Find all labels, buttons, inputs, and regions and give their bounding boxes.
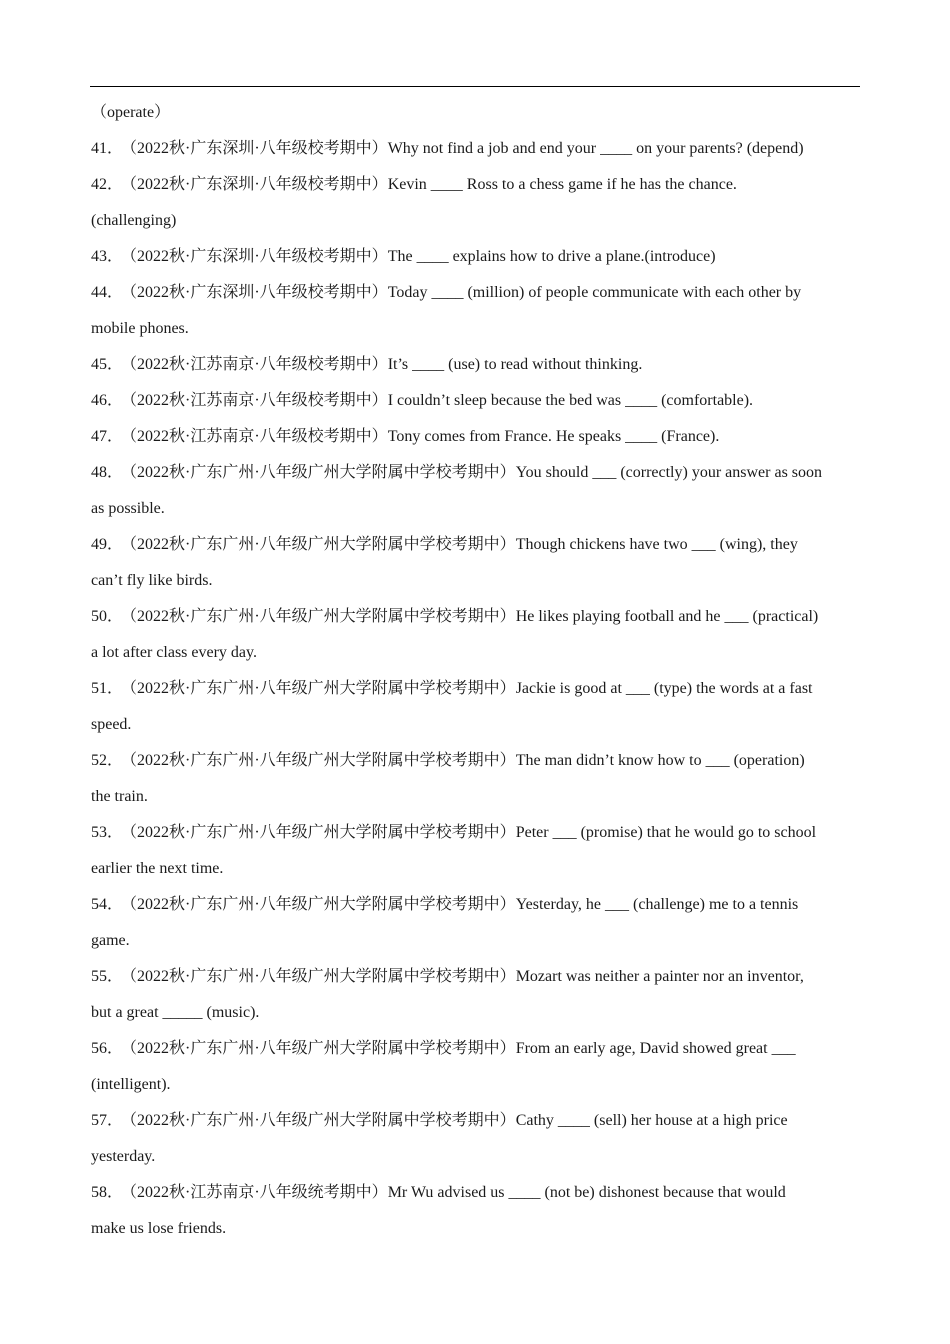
question-text: Yesterday, he ___ (challenge) me to a tennis [515, 896, 799, 913]
question-line [91, 1031, 861, 1067]
question-number: 42． [91, 176, 124, 193]
question-text-continued: game. [91, 932, 130, 949]
question-text-continued: (intelligent). [91, 1076, 171, 1093]
question-item [91, 887, 861, 959]
question-text: Today ____ (million) of people communicate with each other by [387, 284, 802, 301]
question-text: Peter ___ (promise) that he would go to school [515, 824, 817, 841]
question-line [91, 743, 861, 779]
question-number: 43． [91, 248, 124, 265]
question-number: 57． [91, 1112, 124, 1129]
question-item [91, 347, 861, 383]
question-text-continued: make us lose friends. [91, 1220, 227, 1237]
question-source: （2022秋·广东广州·八年级广州大学附属中学校考期中） [129, 608, 516, 625]
question-source: （2022秋·广东深圳·八年级校考期中） [129, 284, 388, 301]
question-source: （2022秋·广东广州·八年级广州大学附属中学校考期中） [129, 896, 516, 913]
question-source: （2022秋·广东深圳·八年级校考期中） [129, 248, 388, 265]
question-item [91, 671, 861, 743]
question-text-continued: can’t fly like birds. [91, 572, 213, 589]
question-list [91, 95, 861, 1247]
question-number: 56． [91, 1040, 124, 1057]
question-line [91, 275, 861, 311]
question-item [91, 599, 861, 671]
question-item [91, 455, 861, 527]
question-item [91, 1175, 861, 1247]
question-text: You should ___ (correctly) your answer as soon [515, 464, 823, 481]
questions-container [91, 131, 861, 1247]
question-number: 55． [91, 968, 124, 985]
question-line [91, 959, 861, 995]
question-item [91, 527, 861, 599]
question-line [91, 887, 861, 923]
question-number: 53． [91, 824, 124, 841]
question-text-continued: speed. [91, 716, 132, 733]
question-text: Though chickens have two ___ (wing), they [515, 536, 798, 553]
question-number: 47． [91, 428, 124, 445]
question-text-continued: the train. [91, 788, 148, 805]
header-rule [90, 86, 860, 87]
question-item [91, 275, 861, 347]
question-text: From an early age, David showed great ___ [515, 1040, 796, 1057]
question-source: （2022秋·江苏南京·八年级校考期中） [129, 392, 388, 409]
question-source: （2022秋·广东广州·八年级广州大学附属中学校考期中） [129, 680, 516, 697]
question-number: 51． [91, 680, 124, 697]
question-text-continued: earlier the next time. [91, 860, 224, 877]
question-item [91, 743, 861, 815]
question-number: 52． [91, 752, 124, 769]
continuation-text: （operate） [91, 104, 171, 121]
question-line [91, 527, 861, 563]
question-text: Tony comes from France. He speaks ____ (France). [387, 428, 720, 445]
question-source: （2022秋·广东深圳·八年级校考期中） [129, 140, 388, 157]
question-number: 50． [91, 608, 124, 625]
question-text: The ____ explains how to drive a plane.(introduce) [387, 248, 716, 265]
question-text-continued: (challenging) [91, 212, 177, 229]
question-source: （2022秋·广东广州·八年级广州大学附属中学校考期中） [129, 1112, 516, 1129]
question-source: （2022秋·广东深圳·八年级校考期中） [129, 176, 388, 193]
question-number: 49． [91, 536, 124, 553]
question-text-continued: yesterday. [91, 1148, 156, 1165]
question-source: （2022秋·广东广州·八年级广州大学附属中学校考期中） [129, 464, 516, 481]
question-source: （2022秋·江苏南京·八年级校考期中） [129, 428, 388, 445]
question-item [91, 167, 861, 239]
question-number: 58． [91, 1184, 124, 1201]
question-line [91, 599, 861, 635]
question-text: Mozart was neither a painter nor an inventor, [515, 968, 804, 985]
question-line [91, 167, 861, 203]
question-line [91, 347, 861, 383]
question-source: （2022秋·广东广州·八年级广州大学附属中学校考期中） [129, 968, 516, 985]
question-text: It’s ____ (use) to read without thinking. [387, 356, 643, 373]
question-line [91, 1103, 861, 1139]
question-source: （2022秋·江苏南京·八年级校考期中） [129, 356, 388, 373]
question-line [91, 419, 861, 455]
question-source: （2022秋·江苏南京·八年级统考期中） [129, 1184, 388, 1201]
question-number: 45． [91, 356, 124, 373]
question-item [91, 239, 861, 275]
question-source: （2022秋·广东广州·八年级广州大学附属中学校考期中） [129, 752, 516, 769]
question-text: Why not find a job and end your ____ on your parents? (depend) [387, 140, 804, 157]
question-source: （2022秋·广东广州·八年级广州大学附属中学校考期中） [129, 824, 516, 841]
question-item [91, 959, 861, 1031]
question-item [91, 1031, 861, 1103]
question-line [91, 455, 861, 491]
question-text-continued: as possible. [91, 500, 165, 517]
question-text: The man didn’t know how to ___ (operation) [515, 752, 805, 769]
question-text: Jackie is good at ___ (type) the words at a fast [515, 680, 813, 697]
question-number: 41． [91, 140, 124, 157]
question-text-continued: a lot after class every day. [91, 644, 257, 661]
question-text: Cathy ____ (sell) her house at a high price [515, 1112, 788, 1129]
question-line [91, 671, 861, 707]
question-item [91, 383, 861, 419]
question-text: I couldn’t sleep because the bed was ____ (comfortable). [387, 392, 754, 409]
question-line [91, 1175, 861, 1211]
question-number: 44． [91, 284, 124, 301]
question-line [91, 383, 861, 419]
question-text: Kevin ____ Ross to a chess game if he has the chance. [387, 176, 737, 193]
question-text-continued: but a great _____ (music). [91, 1004, 260, 1021]
question-number: 46． [91, 392, 124, 409]
question-source: （2022秋·广东广州·八年级广州大学附属中学校考期中） [129, 1040, 516, 1057]
question-number: 48． [91, 464, 124, 481]
question-item [91, 815, 861, 887]
question-text-continued: mobile phones. [91, 320, 189, 337]
question-item [91, 131, 861, 167]
question-line [91, 239, 861, 275]
question-text: He likes playing football and he ___ (practical) [515, 608, 819, 625]
question-line [91, 815, 861, 851]
question-text: Mr Wu advised us ____ (not be) dishonest because that would [387, 1184, 786, 1201]
question-source: （2022秋·广东广州·八年级广州大学附属中学校考期中） [129, 536, 516, 553]
question-item [91, 419, 861, 455]
question-number: 54． [91, 896, 124, 913]
question-item [91, 1103, 861, 1175]
question-line [91, 131, 861, 167]
